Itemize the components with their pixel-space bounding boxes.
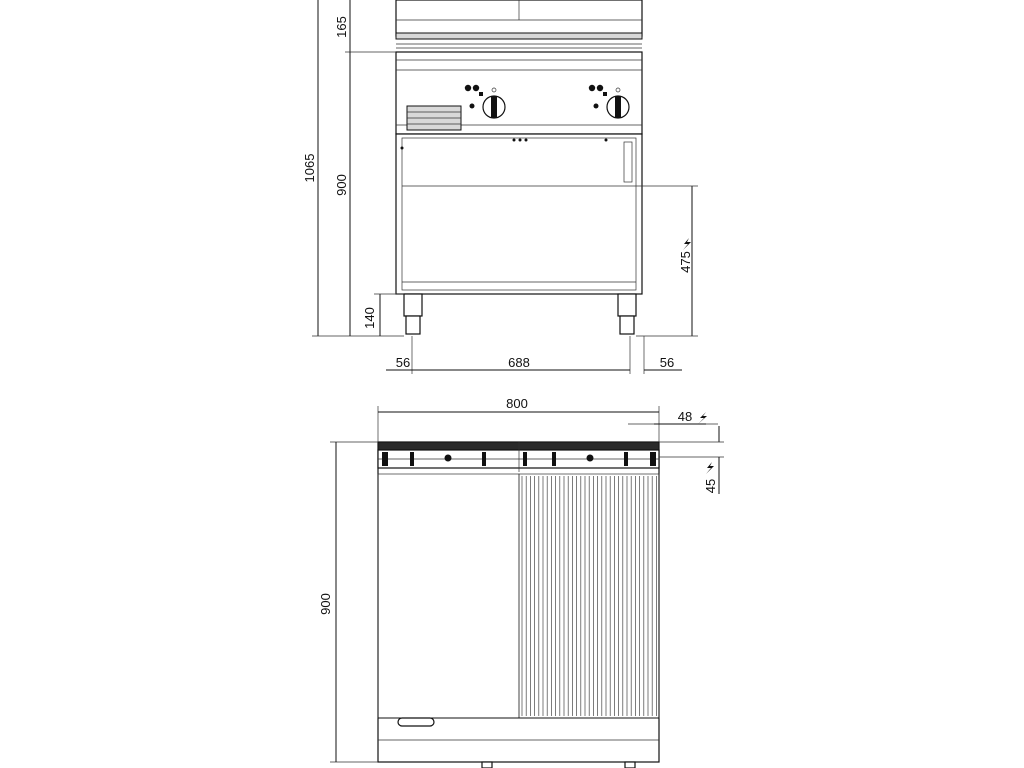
leg-left xyxy=(404,294,422,334)
leg-right xyxy=(618,294,636,334)
dim-connection-2: 45 xyxy=(703,478,718,494)
foot-front-right xyxy=(625,762,635,768)
open-cabinet xyxy=(396,134,642,294)
dim-rear-height: 475 xyxy=(678,251,693,273)
dim-connection-1: 48 xyxy=(677,409,693,424)
top-view xyxy=(378,442,659,768)
drip-tray-handle xyxy=(398,718,434,726)
dim-total-height: 1065 xyxy=(302,153,317,183)
dim-top-width: 800 xyxy=(506,396,528,411)
dim-right-foot: 56 xyxy=(659,355,675,370)
top-outline xyxy=(378,442,659,762)
lightning-icon xyxy=(706,462,714,474)
foot-front-left xyxy=(482,762,492,768)
griddle-splash-rim xyxy=(396,33,642,39)
dim-inner-width: 688 xyxy=(508,355,530,370)
dim-body-height: 900 xyxy=(334,174,349,196)
dim-top-section: 165 xyxy=(334,16,349,38)
dim-top-depth: 900 xyxy=(318,593,333,615)
rear-splash xyxy=(378,442,659,450)
dim-leg-height: 140 xyxy=(362,307,377,329)
front-view xyxy=(396,0,642,334)
lightning-icon xyxy=(683,238,691,250)
dim-left-foot: 56 xyxy=(395,355,411,370)
lightning-icon xyxy=(698,412,707,424)
